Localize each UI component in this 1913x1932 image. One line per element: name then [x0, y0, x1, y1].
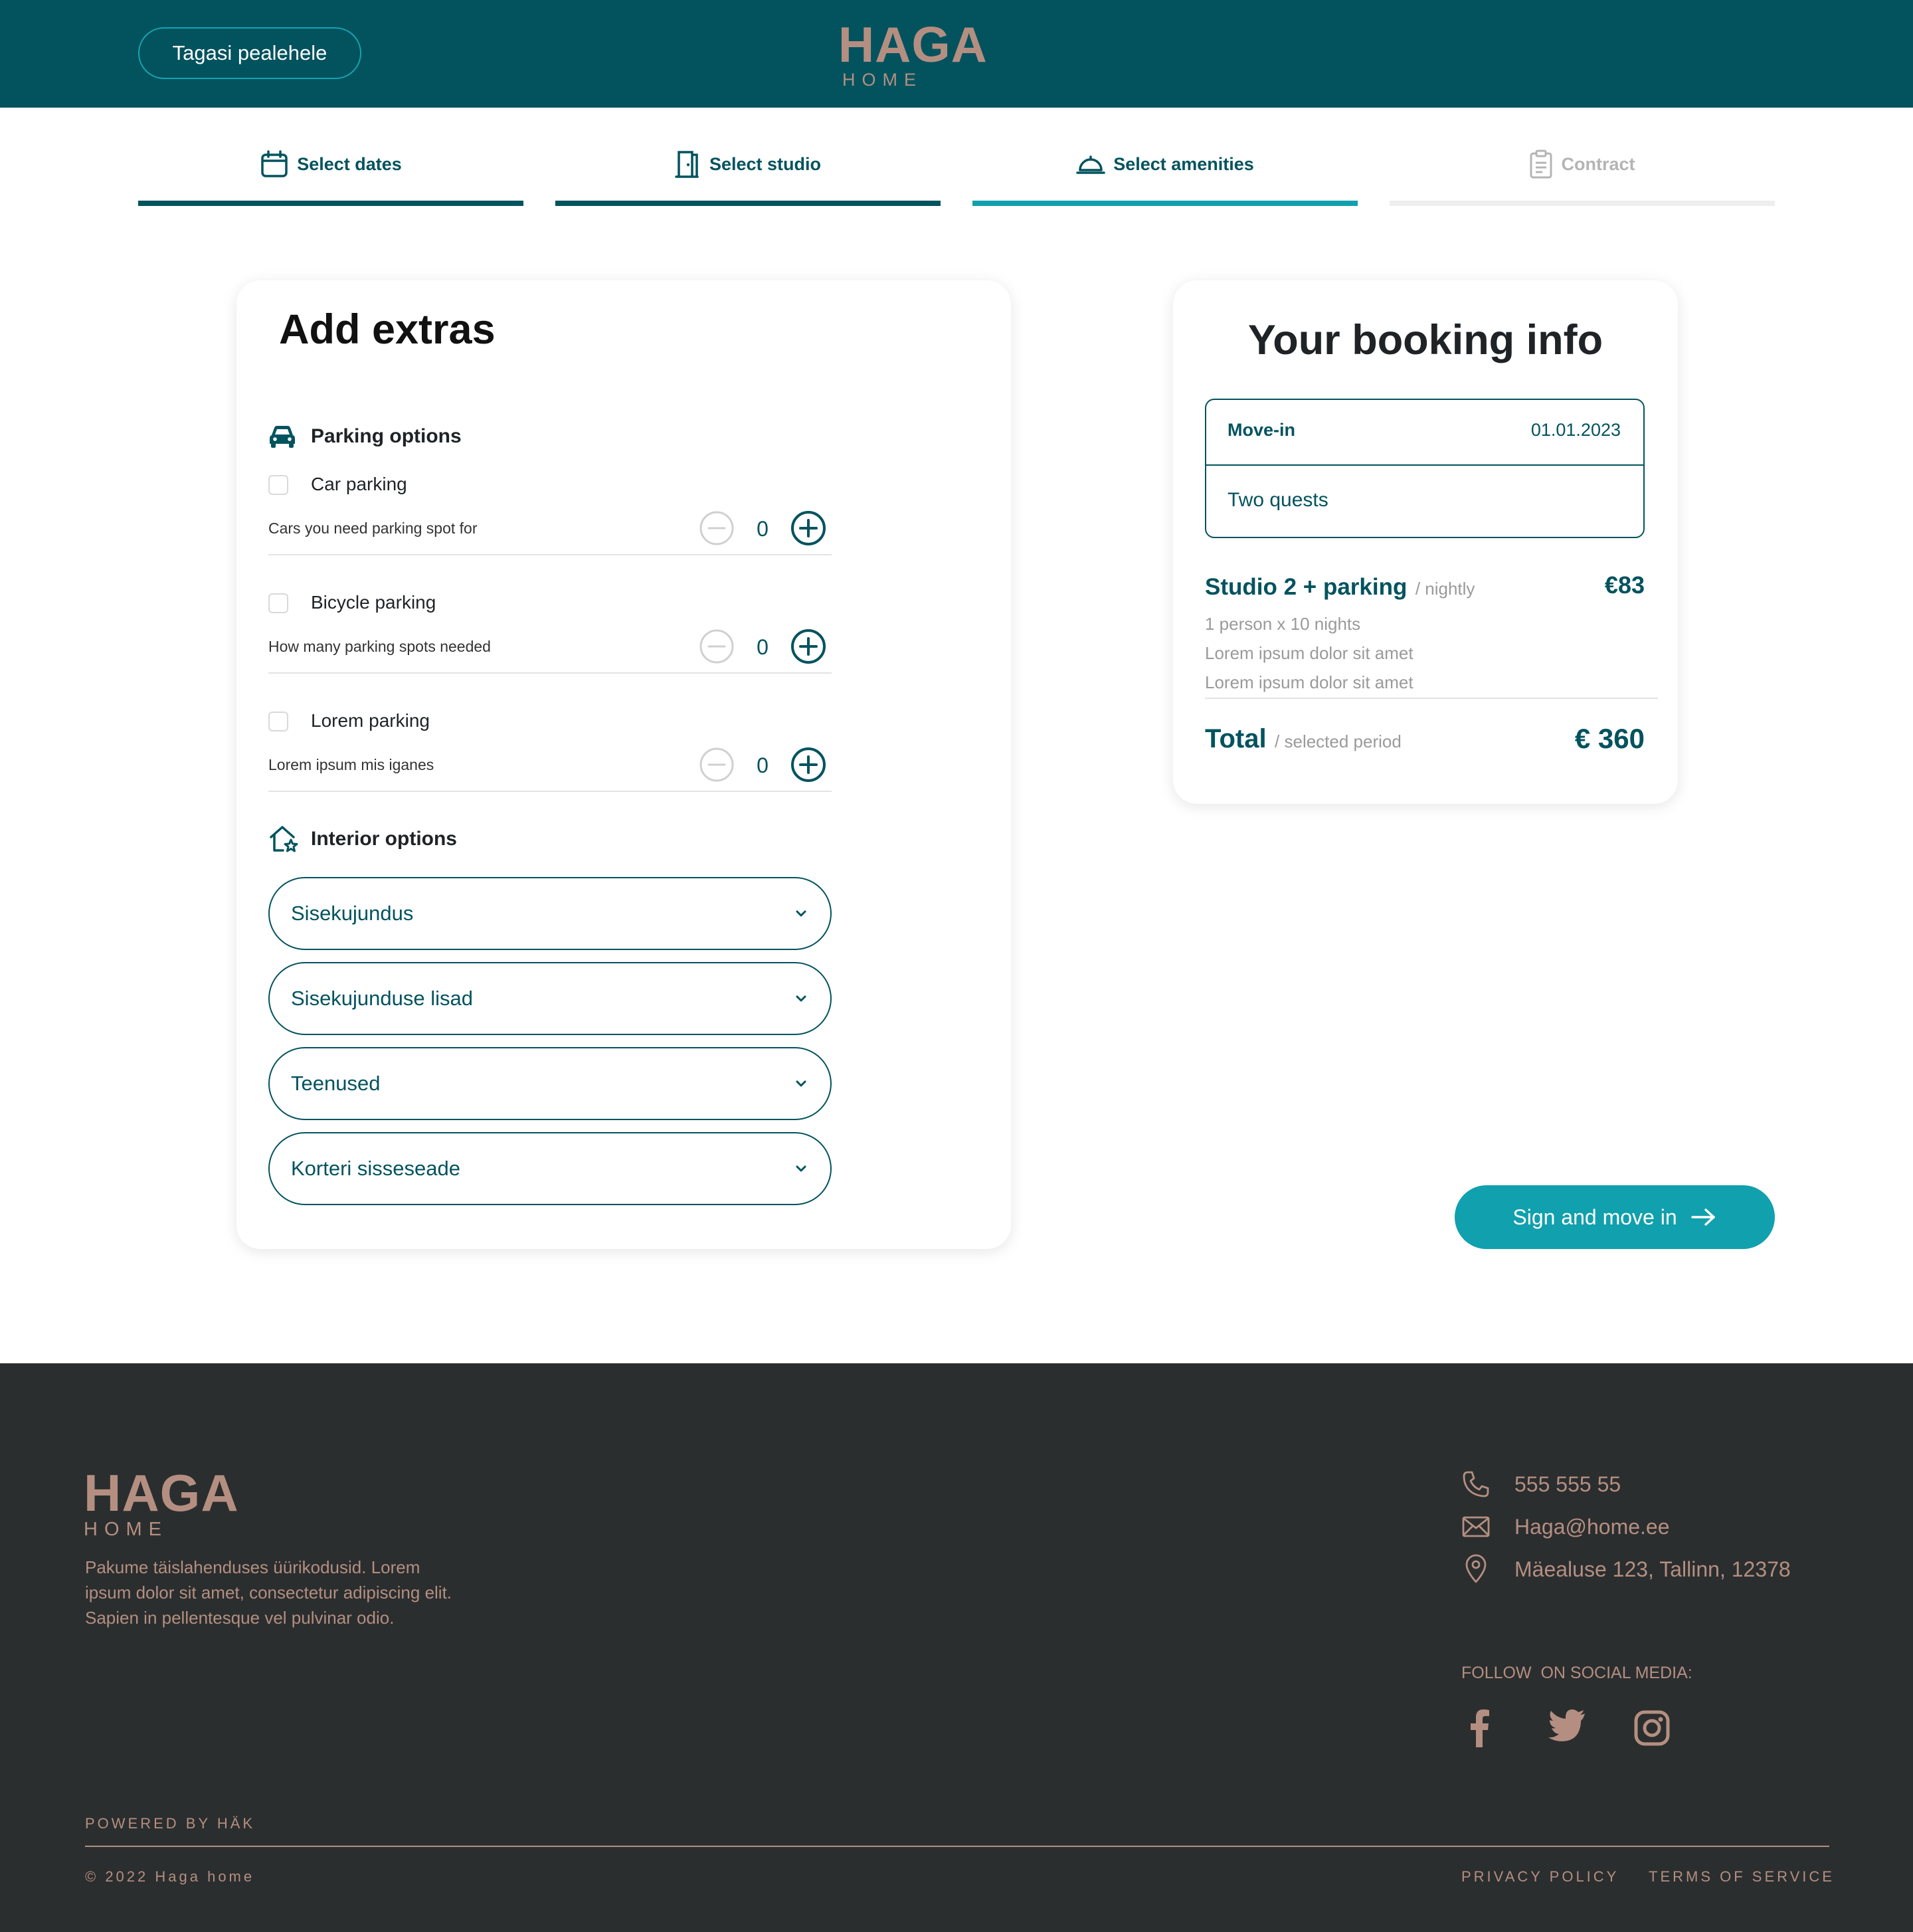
- total-label: Total: [1205, 724, 1267, 753]
- logo-main-text: HAGA: [838, 17, 988, 72]
- total-unit: / selected period: [1275, 731, 1402, 751]
- plus-icon[interactable]: [790, 747, 826, 783]
- phone-icon: [1461, 1470, 1491, 1499]
- lorem-parking-checkbox[interactable]: [268, 712, 288, 731]
- add-extras-title: Add extras: [279, 306, 496, 353]
- accordion-label: Sisekujundus: [291, 902, 414, 925]
- divider: [268, 554, 832, 555]
- brand-logo[interactable]: [838, 17, 998, 90]
- step-label: Select studio: [709, 153, 822, 174]
- footer-phone[interactable]: 555 555 55: [1514, 1472, 1621, 1496]
- footer-email[interactable]: Haga@home.ee: [1514, 1515, 1670, 1539]
- booking-info-title: Your booking info: [1247, 317, 1603, 363]
- terms-of-service-link[interactable]: TERMS OF SERVICE: [1649, 1868, 1835, 1885]
- parking-options-title: Parking options: [311, 425, 462, 447]
- interior-options-title: Interior options: [311, 828, 457, 850]
- lorem-parking-description: Lorem ipsum mis iganes: [268, 756, 434, 773]
- door-icon: [675, 149, 701, 179]
- step-select-studio[interactable]: [555, 133, 941, 206]
- divider: [1205, 698, 1658, 699]
- accordion-sisekujunduse-lisad[interactable]: [268, 962, 832, 1035]
- car-parking-checkbox[interactable]: [268, 475, 288, 495]
- arrow-right-icon: [1690, 1207, 1717, 1227]
- minus-icon[interactable]: [699, 510, 735, 546]
- chevron-down-icon: [793, 1161, 809, 1177]
- accordion-sisekujundus[interactable]: [268, 877, 832, 950]
- plus-icon[interactable]: [790, 510, 826, 546]
- footer-address: Mäealuse 123, Tallinn, 12378: [1514, 1557, 1791, 1581]
- location-pin-icon: [1464, 1553, 1488, 1584]
- sign-and-move-in-button[interactable]: [1455, 1185, 1775, 1249]
- divider: [1206, 464, 1643, 466]
- follow-social-label: FOLLOW ON SOCIAL MEDIA:: [1461, 1664, 1692, 1682]
- cta-label: Sign and move in: [1512, 1205, 1677, 1229]
- privacy-policy-link[interactable]: PRIVACY POLICY: [1461, 1868, 1619, 1885]
- booking-item-line: Lorem ipsum dolor sit amet: [1205, 643, 1413, 663]
- accordion-label: Korteri sisseseade: [291, 1157, 461, 1180]
- booking-item-unit: / nightly: [1415, 579, 1475, 599]
- total-row: [1205, 724, 1402, 754]
- site-footer: [0, 1363, 1913, 1932]
- total-price: € 360: [1574, 723, 1645, 754]
- step-contract[interactable]: [1390, 133, 1775, 206]
- bicycle-parking-label: Bicycle parking: [311, 592, 436, 613]
- car-parking-label: Car parking: [311, 474, 407, 494]
- home-star-icon: [268, 824, 299, 854]
- step-progress-bar: [972, 201, 1358, 206]
- plus-icon[interactable]: [790, 628, 826, 664]
- footer-logo-sub: HOME: [84, 1519, 168, 1540]
- bicycle-parking-description: How many parking spots needed: [268, 638, 491, 655]
- chevron-down-icon: [793, 991, 809, 1007]
- chevron-down-icon: [793, 1076, 809, 1092]
- cloche-icon: [1076, 152, 1105, 176]
- minus-icon[interactable]: [699, 628, 735, 664]
- calendar-icon: [260, 149, 289, 179]
- mail-icon: [1461, 1515, 1491, 1539]
- movein-date: 01.01.2023: [1530, 420, 1621, 440]
- step-label: Contract: [1561, 153, 1635, 174]
- booking-item-price: €83: [1604, 571, 1645, 599]
- step-progress-bar: [555, 201, 941, 206]
- step-progress-bar: [1390, 201, 1775, 206]
- divider: [268, 791, 832, 792]
- top-header: [0, 0, 1913, 108]
- facebook-icon[interactable]: [1469, 1709, 1489, 1747]
- instagram-icon[interactable]: [1634, 1710, 1670, 1746]
- step-label: Select dates: [297, 153, 402, 174]
- footer-logo[interactable]: [84, 1464, 256, 1541]
- booking-item-title: Studio 2 + parking: [1205, 574, 1408, 600]
- accordion-label: Teenused: [291, 1072, 381, 1095]
- bicycle-parking-checkbox[interactable]: [268, 593, 288, 613]
- step-select-dates[interactable]: [138, 133, 523, 206]
- chevron-down-icon: [793, 906, 809, 921]
- copyright: © 2022 Haga home: [85, 1868, 255, 1885]
- step-label: Select amenities: [1113, 153, 1254, 174]
- car-parking-quantity: 0: [757, 517, 769, 541]
- accordion-korteri-sisseseade[interactable]: [268, 1132, 832, 1205]
- booking-item-line: 1 person x 10 nights: [1205, 614, 1361, 634]
- footer-description: Pakume täislahenduses üürikodusid. Lorem ipsum dolor sit amet, consectetur adipiscing elit. Sapien in pellentesque vel pulvinar odio.: [85, 1557, 452, 1628]
- powered-by: POWERED BY HÄK: [85, 1815, 256, 1832]
- lorem-parking-label: Lorem parking: [311, 710, 430, 731]
- booking-summary-box: [1205, 399, 1645, 538]
- step-select-amenities[interactable]: [972, 133, 1358, 206]
- footer-divider: [85, 1846, 1829, 1847]
- step-progress-bar: [138, 201, 523, 206]
- lorem-parking-quantity: 0: [757, 753, 769, 777]
- guests-count: Two quests: [1228, 489, 1328, 511]
- logo-sub-text: HOME: [842, 70, 923, 90]
- booking-item-line: Lorem ipsum dolor sit amet: [1205, 672, 1413, 692]
- accordion-teenused[interactable]: [268, 1047, 832, 1120]
- car-icon: [268, 424, 296, 449]
- twitter-icon[interactable]: [1548, 1709, 1586, 1742]
- accordion-label: Sisekujunduse lisad: [291, 987, 474, 1010]
- clipboard-icon: [1529, 149, 1553, 179]
- divider: [268, 672, 832, 674]
- booking-item-row: [1205, 574, 1645, 601]
- car-parking-description: Cars you need parking spot for: [268, 520, 478, 537]
- back-to-home-button[interactable]: Tagasi pealehele: [138, 27, 361, 79]
- footer-logo-main: HAGA: [84, 1464, 239, 1522]
- minus-icon[interactable]: [699, 747, 735, 783]
- bicycle-parking-quantity: 0: [757, 635, 769, 659]
- movein-label: Move-in: [1228, 420, 1296, 440]
